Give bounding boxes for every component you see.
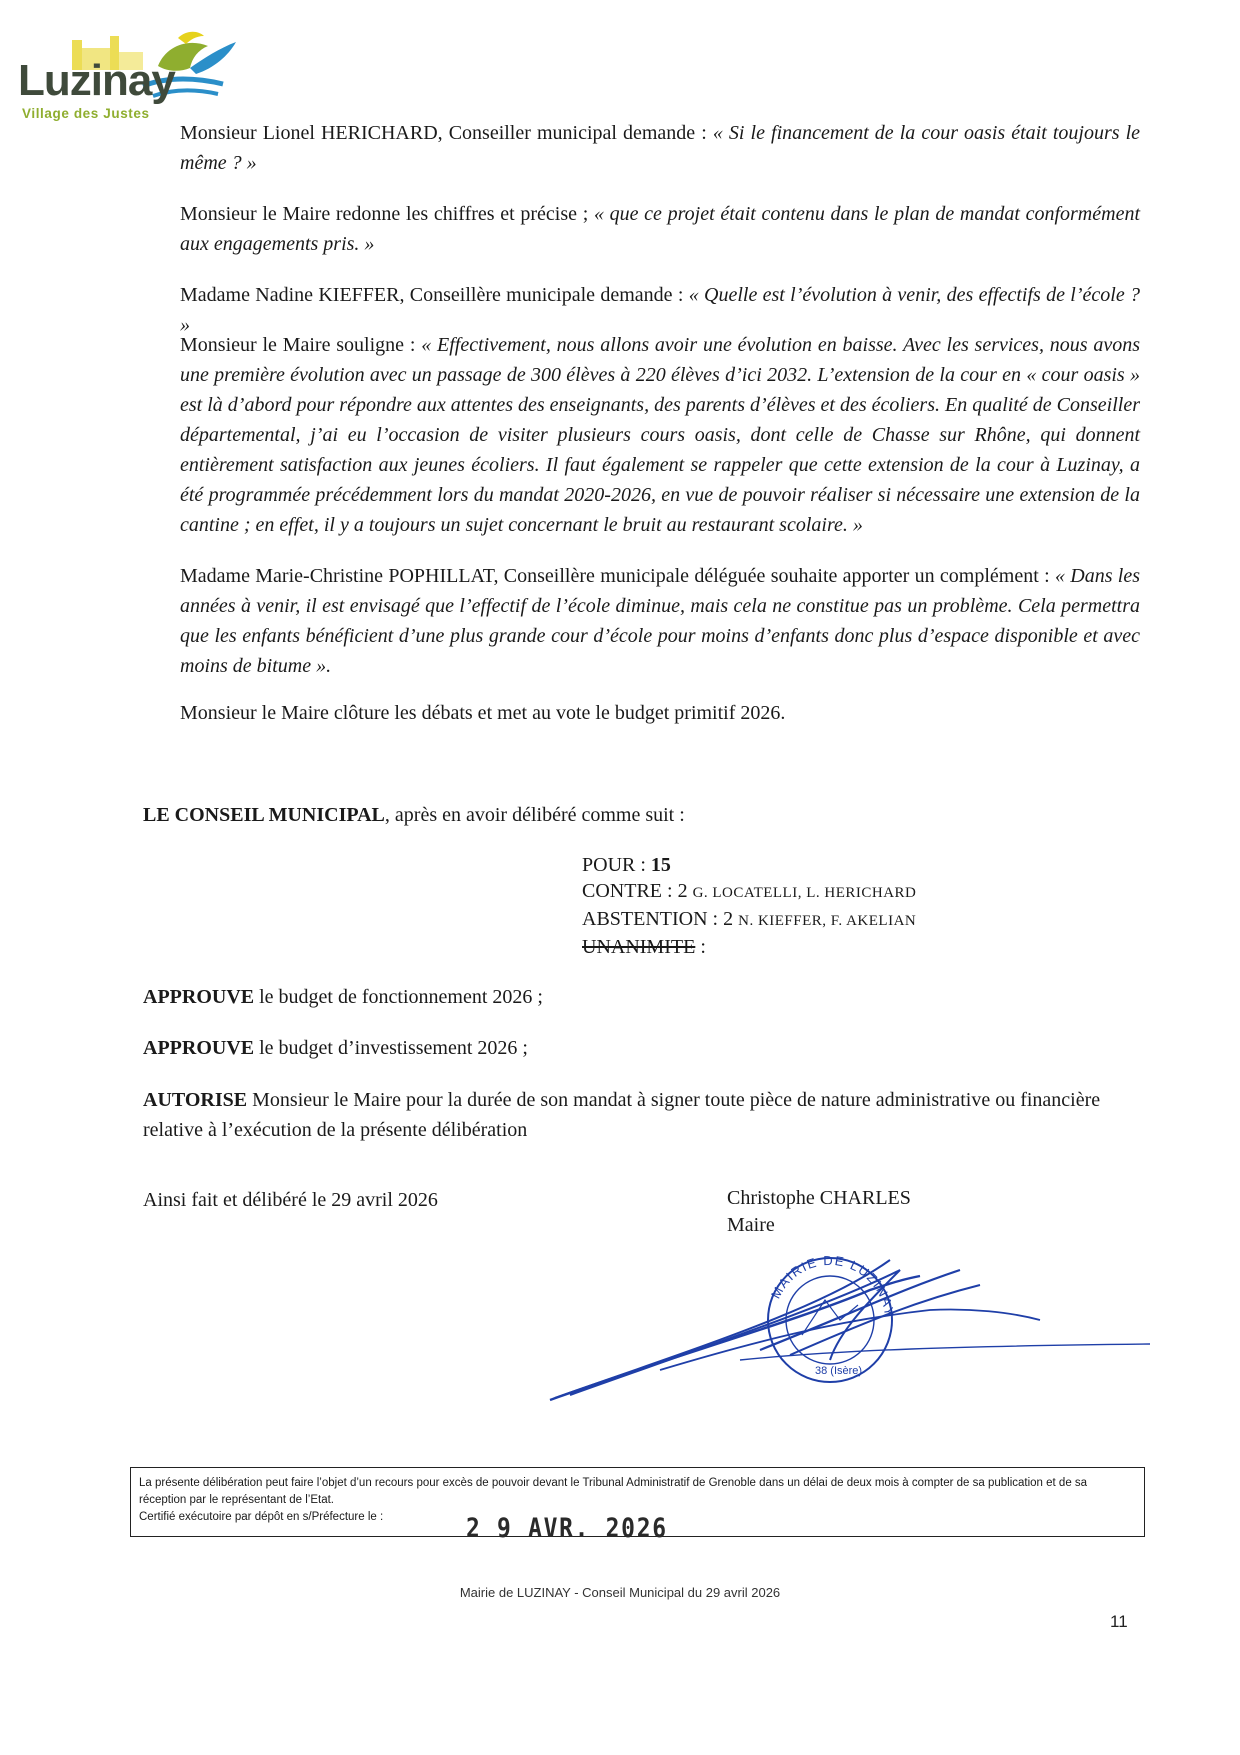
vote-results bbox=[582, 852, 916, 960]
abstention-names: N. KIEFFER, F. AKELIAN bbox=[738, 913, 917, 929]
speaker-text: Madame Marie-Christine POPHILLAT, Conseillère municipale déléguée souhaite apporter un complément : bbox=[180, 565, 1050, 587]
vote-pour bbox=[582, 852, 916, 878]
date-stamp: 2 9 AVR. 2026 bbox=[466, 1513, 668, 1544]
quote-text: « Si le financement de la cour oasis était toujours le même ? » bbox=[180, 122, 1141, 174]
contre-names: G. LOCATELLI, L. HERICHARD bbox=[692, 885, 917, 901]
quote-text: « Dans les années à venir, il est envisagé que l’effectif de l’école diminue, mais cela ne constitue pas un problème. Cela permettra que les enfants bénéficient d’une plus grande cour d’école pour moins d’enfants donc plus d’espace disponible et avec moins de bitume ». bbox=[180, 565, 1141, 677]
decision-text: le budget d’investissement 2026 ; bbox=[254, 1037, 528, 1059]
speaker-text: Monsieur le Maire clôture les débats et met au vote le budget primitif 2026. bbox=[180, 702, 786, 724]
decision-autorise bbox=[143, 1085, 1128, 1145]
signatory-name: Christophe CHARLES bbox=[727, 1187, 911, 1209]
speaker-text: Monsieur Lionel HERICHARD, Conseiller municipal demande : bbox=[180, 122, 707, 144]
seal-signature-icon bbox=[540, 1250, 1150, 1410]
decision-verb: APPROUVE bbox=[143, 986, 255, 1008]
logo-name: Luzinay bbox=[18, 56, 175, 105]
council-text: , après en avoir délibéré comme suit : bbox=[384, 804, 685, 826]
quote-text: « Effectivement, nous allons avoir une évolution en baisse. Avec les services, nous avons une première évolution avec un passage de 300 élèves à 220 élèves d’ici 2032. L’extension de la cour en « cour oasis » est là d’abord pour répondre aux attentes des enseignants, des parents d’élèves et des écoliers. En qualité de Conseiller départemental, j’ai eu l’occasion de visiter plusieurs cours oasis, dont celle de Chasse sur Rhône, qui donnent entièrement satisfaction aux jeunes écoliers. Il faut également se rappeler que cette extension de la cour à Luzinay, a été programmée précédemment lors du mandat 2020-2026, en vue de pouvoir réaliser si nécessaire une extension de la cantine ; en effet, il y a toujours un sujet concernant le bruit au restaurant scolaire. » bbox=[180, 334, 1141, 536]
paragraph-pophillat bbox=[180, 561, 1140, 681]
logo-tagline: Village des Justes bbox=[22, 106, 150, 121]
vote-abstention bbox=[582, 906, 916, 934]
paragraph-maire-2 bbox=[180, 330, 1140, 540]
page-footer: Mairie de LUZINAY - Conseil Municipal du 29 avril 2026 bbox=[459, 1585, 781, 1600]
pour-label: POUR : bbox=[582, 854, 646, 876]
unanimite-label: UNANIMITE bbox=[582, 936, 696, 958]
council-label: LE CONSEIL MUNICIPAL bbox=[143, 804, 385, 826]
closing-statement: Ainsi fait et délibéré le 29 avril 2026 bbox=[143, 1189, 438, 1211]
seal-sub: 38 (Isère) bbox=[815, 1365, 863, 1377]
contre-value: 2 bbox=[677, 880, 688, 902]
speaker-text: Madame Nadine KIEFFER, Conseillère municipale demande : bbox=[180, 284, 684, 306]
council-statement bbox=[143, 800, 1143, 830]
paragraph-maire-1 bbox=[180, 199, 1140, 259]
abstention-label: ABSTENTION : bbox=[582, 908, 719, 930]
vote-unanimite bbox=[582, 934, 916, 960]
signatory-block bbox=[727, 1185, 911, 1239]
decision-verb: APPROUVE bbox=[143, 1037, 255, 1059]
luzinay-logo bbox=[18, 28, 228, 123]
quote-text: « que ce projet était contenu dans le plan de mandat conformément aux engagements pris. » bbox=[180, 203, 1140, 255]
decision-text: Monsieur le Maire pour la durée de son mandat à signer toute pièce de nature administrative ou financière relative à l’exécution de la présente délibération bbox=[143, 1089, 1101, 1141]
paragraph-maire-cloture bbox=[180, 698, 1140, 728]
signatory-title: Maire bbox=[727, 1214, 775, 1236]
paragraph-herichard bbox=[180, 118, 1140, 178]
seal-text: MAIRIE DE LUZINAY bbox=[767, 1252, 898, 1319]
vote-contre bbox=[582, 878, 916, 906]
decision-text: le budget de fonctionnement 2026 ; bbox=[254, 986, 543, 1008]
quote-text: « Quelle est l’évolution à venir, des effectifs de l’école ? » bbox=[180, 284, 1140, 336]
abstention-value: 2 bbox=[723, 908, 734, 930]
legal-certification-text: Certifié exécutoire par dépôt en s/Préfecture le : bbox=[139, 1511, 384, 1523]
contre-label: CONTRE : bbox=[582, 880, 673, 902]
speaker-text: Monsieur le Maire redonne les chiffres et précise ; bbox=[180, 203, 589, 225]
speaker-text: Monsieur le Maire souligne : bbox=[180, 334, 416, 356]
decision-verb: AUTORISE bbox=[143, 1089, 248, 1111]
decision-investissement bbox=[143, 1033, 1143, 1063]
legal-notice-text: La présente délibération peut faire l’objet d’un recours pour excès de pouvoir devant le Tribunal Administratif de Grenoble dans un délai de deux mois à compter de sa publication et de sa réception par le représentant de l’Etat. bbox=[139, 1477, 1088, 1506]
page-number: 11 bbox=[1110, 1612, 1128, 1631]
decision-fonctionnement bbox=[143, 982, 1143, 1012]
unanimite-suffix: : bbox=[695, 936, 706, 958]
pour-value: 15 bbox=[650, 854, 671, 876]
